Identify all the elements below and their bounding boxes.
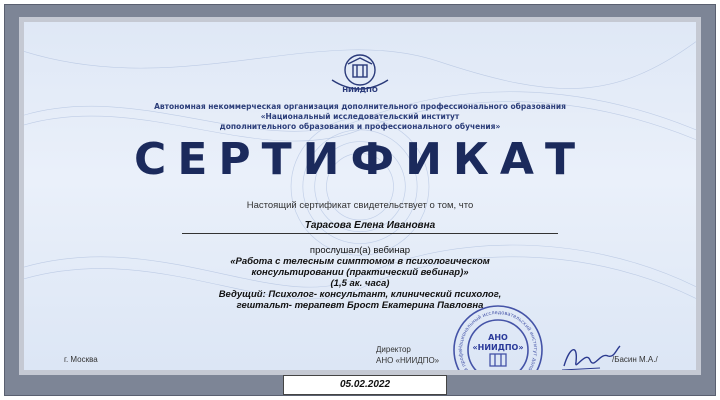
stamp-main-text: «НИИДПО»	[472, 343, 524, 352]
webinar-title-line-2: консультировании (практический вебинар)»	[251, 267, 469, 278]
attended-text: прослушал(а) вебинар	[309, 245, 411, 256]
webinar-title-line-1: «Работа с телесным симптомом в психологическом	[230, 256, 490, 267]
stamp-ring-text: Национальный исследовательский институт дополнительного образования и профе	[457, 309, 539, 391]
webinar-hours: (1,5 ак. часа)	[330, 278, 390, 289]
logo-text: НИИДПО	[342, 86, 378, 94]
certificate-title: СЕРТИФИКАТ	[134, 134, 586, 185]
certificate-frame	[4, 4, 716, 396]
certificate-lead-text: Настоящий сертификат свидетельствует о том, что	[246, 200, 474, 211]
city-label: г. Москва	[64, 355, 98, 364]
recipient-name: Тарасова Елена Ивановна	[182, 220, 558, 234]
director-org: АНО «НИИДПО»	[376, 356, 440, 365]
official-stamp	[452, 304, 544, 391]
director-title: Директор	[376, 345, 411, 354]
issue-date: 05.02.2022	[283, 375, 447, 395]
stamp-top-text: АНО	[488, 333, 508, 342]
org-line-1: Автономная некоммерческая организация дополнительного профессионального образования	[154, 102, 566, 111]
signer-name: /Басин М.А./	[612, 355, 658, 364]
director-block	[376, 344, 439, 366]
organization-name	[24, 102, 696, 132]
org-line-2: «Национальный исследовательский институт	[260, 112, 460, 121]
webinar-details	[24, 245, 696, 311]
org-line-3: дополнительного образования и профессионального обучения»	[219, 122, 501, 131]
institute-logo	[328, 50, 392, 98]
host-line-2: гештальт- терапевт Брост Екатерина Павловна	[236, 300, 484, 311]
host-line-1: Ведущий: Психолог- консультант, клинический психолог,	[218, 289, 502, 300]
